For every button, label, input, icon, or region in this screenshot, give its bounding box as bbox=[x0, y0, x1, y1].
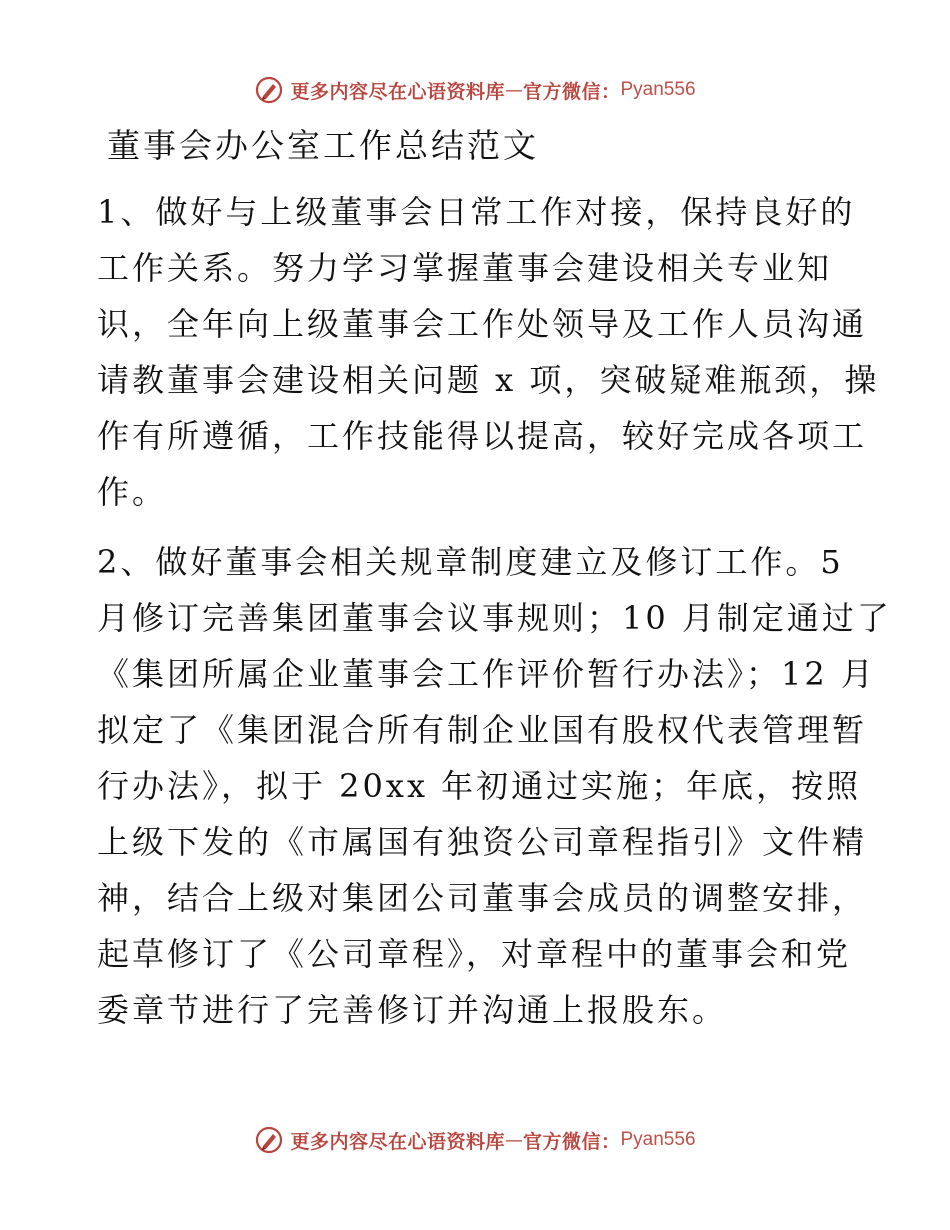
paragraph-line: 作有所遵循，工作技能得以提高，较好完成各项工 bbox=[97, 417, 868, 455]
watermark-wechat-label: 官方微信： bbox=[522, 80, 621, 103]
watermark-text: 更多内容尽在心语资料库 bbox=[290, 1130, 505, 1153]
paragraph-line: 行办法》，拟于 20xx 年初通过实施；年底，按照 bbox=[97, 767, 862, 805]
paragraph-line: 请教董事会建设相关问题 x 项，突破疑难瓶颈，操 bbox=[97, 361, 880, 399]
footer-watermark bbox=[0, 1120, 950, 1160]
pen-logo-icon bbox=[254, 75, 284, 105]
paragraph-line: 识，全年向上级董事会工作处领导及工作人员沟通 bbox=[97, 305, 868, 343]
paragraph-line: 神，结合上级对集团公司董事会成员的调整安排， bbox=[97, 879, 868, 917]
paragraph-line: 上级下发的《市属国有独资公司章程指引》文件精 bbox=[97, 823, 868, 861]
paragraph-line: 1、做好与上级董事会日常工作对接，保持良好的 bbox=[97, 193, 856, 231]
watermark-text: 更多内容尽在心语资料库 bbox=[290, 80, 505, 103]
header-watermark bbox=[0, 70, 950, 110]
watermark-separator: — bbox=[504, 79, 523, 101]
watermark-wechat-id: Pyan556 bbox=[620, 79, 696, 100]
paragraph-line: 《集团所属企业董事会工作评价暂行办法》；12 月 bbox=[97, 655, 876, 693]
watermark-wechat-label: 官方微信： bbox=[522, 1130, 621, 1153]
paragraph-line: 起草修订了《公司章程》，对章程中的董事会和党 bbox=[97, 935, 852, 973]
pen-logo-icon bbox=[254, 1125, 284, 1155]
paragraph-2 bbox=[97, 540, 892, 1044]
watermark-wechat-id: Pyan556 bbox=[620, 1129, 696, 1150]
paragraph-line: 拟定了《集团混合所有制企业国有股权代表管理暂 bbox=[97, 711, 868, 749]
paragraph-line: 委章节进行了完善修订并沟通上报股东。 bbox=[97, 991, 728, 1029]
paragraph-line: 月修订完善集团董事会议事规则；10 月制定通过了 bbox=[97, 599, 892, 637]
document-body bbox=[97, 190, 892, 1044]
watermark-separator: — bbox=[504, 1129, 523, 1151]
paragraph-line: 2、做好董事会相关规章制度建立及修订工作。5 bbox=[97, 543, 844, 581]
document-title: 董事会办公室工作总结范文 bbox=[107, 126, 539, 165]
paragraph-1 bbox=[97, 190, 880, 526]
paragraph-line: 工作关系。努力学习掌握董事会建设相关专业知 bbox=[97, 249, 833, 287]
paragraph-line: 作。 bbox=[97, 473, 168, 511]
